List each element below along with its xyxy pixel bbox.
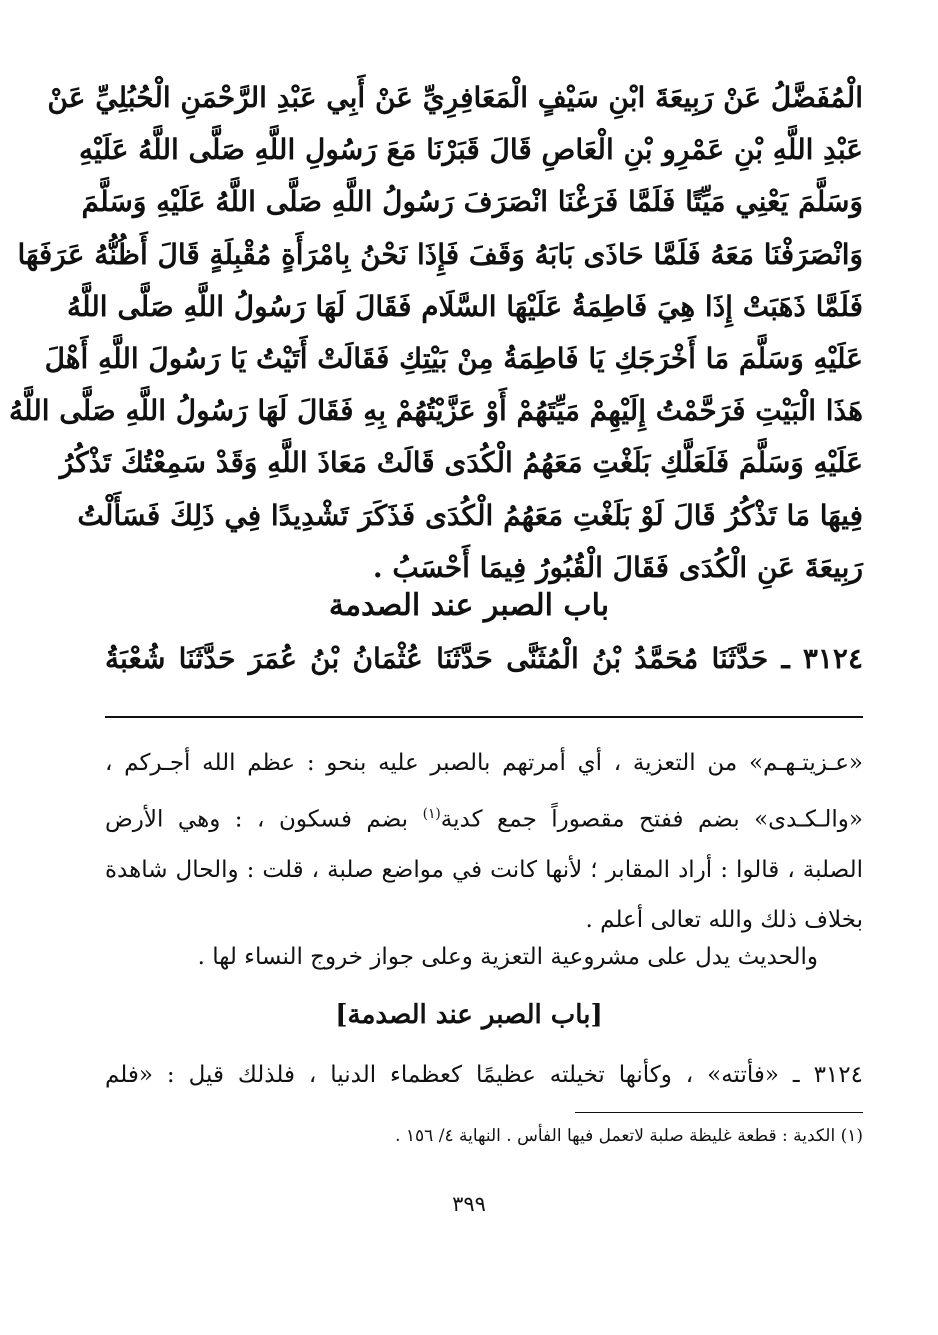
hadith-line: عَلَيْهِ وَسَلَّمَ فَلَعَلَّكِ بَلَغْتِ مَعَهُمُ الْكُدَى قَالَتْ مَعَاذَ اللَّهِ وَقَدْ سَمِعْتُكَ تَذْكُرُ	[59, 446, 863, 480]
commentary-line: الصلبة ، قالوا : أراد المقابر ؛ لأنها كانت في مواضع صلبة ، قلت : والحال شاهدة	[105, 856, 863, 883]
commentary	[105, 738, 863, 946]
chapter-title-commentary: [باب الصبر عند الصدمة]	[335, 1000, 603, 1030]
hadith-3124-start: ٣١٢٤ ـ حَدَّثَنَا مُحَمَّدُ بْنُ الْمُثَنَّى حَدَّثَنَا عُثْمَانُ بْنُ عُمَرَ حَدَّثَنَا شُعْبَةُ	[105, 642, 863, 675]
hadith-text	[8, 72, 863, 594]
hadith-line: عَبْدِ اللَّهِ بْنِ عَمْرِو بْنِ الْعَاصِ قَالَ قَبَرْنَا مَعَ رَسُولِ اللَّهِ صَلَّى اللَّهُ عَلَيْهِ	[78, 133, 863, 167]
hadith-line: عَلَيْهِ وَسَلَّمَ مَا أَخْرَجَكِ يَا فَاطِمَةُ مِنْ بَيْتِكِ فَقَالَتْ أَتَيْتُ يَا رَسُولَ اللَّهِ أَهْلَ	[44, 342, 863, 376]
hadith-line: فِيهَا مَا تَذْكُرُ قَالَ لَوْ بَلَغْتِ مَعَهُمُ الْكُدَى فَذَكَرَ تَشْدِيدًا فِي ذَلِكَ فَسَأَلْتُ	[77, 498, 863, 532]
page-number: ٣٩٩	[452, 1192, 486, 1216]
footnote-divider	[575, 1112, 863, 1113]
commentary-segment: بضم فسكون ، : وهي الأرض	[105, 806, 423, 833]
footnote-reference: (١)	[422, 805, 441, 822]
hadith-line: رَبِيعَةَ عَنِ الْكُدَى فَقَالَ الْقُبُورُ فِيمَا أَحْسَبُ .	[372, 550, 863, 584]
commentary-3124: ٣١٢٤ ـ «فأتته» ، وكأنها تخيلته عظيمًا كعظماء الدنيا ، فلذلك قيل : «فلم	[105, 1062, 863, 1088]
hadith-line: الْمُفَضَّلُ عَنْ رَبِيعَةَ ابْنِ سَيْفٍ الْمَعَافِرِيِّ عَنْ أَبِي عَبْدِ الرَّحْمَنِ الْحُبُلِيِّ عَنْ	[47, 81, 863, 114]
chapter-title: باب الصبر عند الصدمة	[328, 588, 610, 623]
hadith-line: وَانْصَرَفْنَا مَعَهُ فَلَمَّا حَاذَى بَابَهُ وَقَفَ فَإِذَا نَحْنُ بِامْرَأَةٍ مُقْبِلَةٍ قَالَ أَظُنُّهُ عَرَفَهَا	[17, 237, 863, 271]
hadith-line: فَلَمَّا ذَهَبَتْ إِذَا هِيَ فَاطِمَةُ عَلَيْهَا السَّلَام فَقَالَ لَهَا رَسُولُ اللَّهِ صَلَّى اللَّهُ	[66, 289, 863, 323]
text-footnote-divider	[105, 716, 863, 718]
commentary-line: «عـزيتـهـم» من التعزية ، أي أمرتهم بالصبر عليه بنحو : عظم الله أجـركم ،	[105, 750, 863, 776]
ruling-text: والحديث يدل على مشروعية التعزية وعلى جواز خروج النساء لها .	[197, 944, 818, 970]
footnote: (١) الكدية : قطعة غليظة صلبة لاتعمل فيها الفأس . النهاية ٤/ ١٥٦ .	[395, 1126, 863, 1146]
hadith-line: وَسَلَّمَ يَعْنِي مَيِّتًا فَلَمَّا فَرَغْنَا انْصَرَفَ رَسُولُ اللَّهِ صَلَّى اللَّهُ عَلَيْهِ وَسَلَّمَ	[81, 185, 863, 219]
hadith-line: هَذَا الْبَيْتِ فَرَحَّمْتُ إِلَيْهِمْ مَيِّتَهُمْ أَوْ عَزَّيْتُهُمْ بِهِ فَقَالَ لَهَا رَسُولُ اللَّهِ صَلَّى اللَّهُ	[8, 394, 863, 428]
commentary-line: بخلاف ذلك والله تعالى أعلم .	[585, 907, 863, 934]
commentary-segment: «والـكـدى» بضم ففتح مقصوراً جمع كدية	[440, 806, 863, 833]
commentary-line	[105, 789, 863, 845]
